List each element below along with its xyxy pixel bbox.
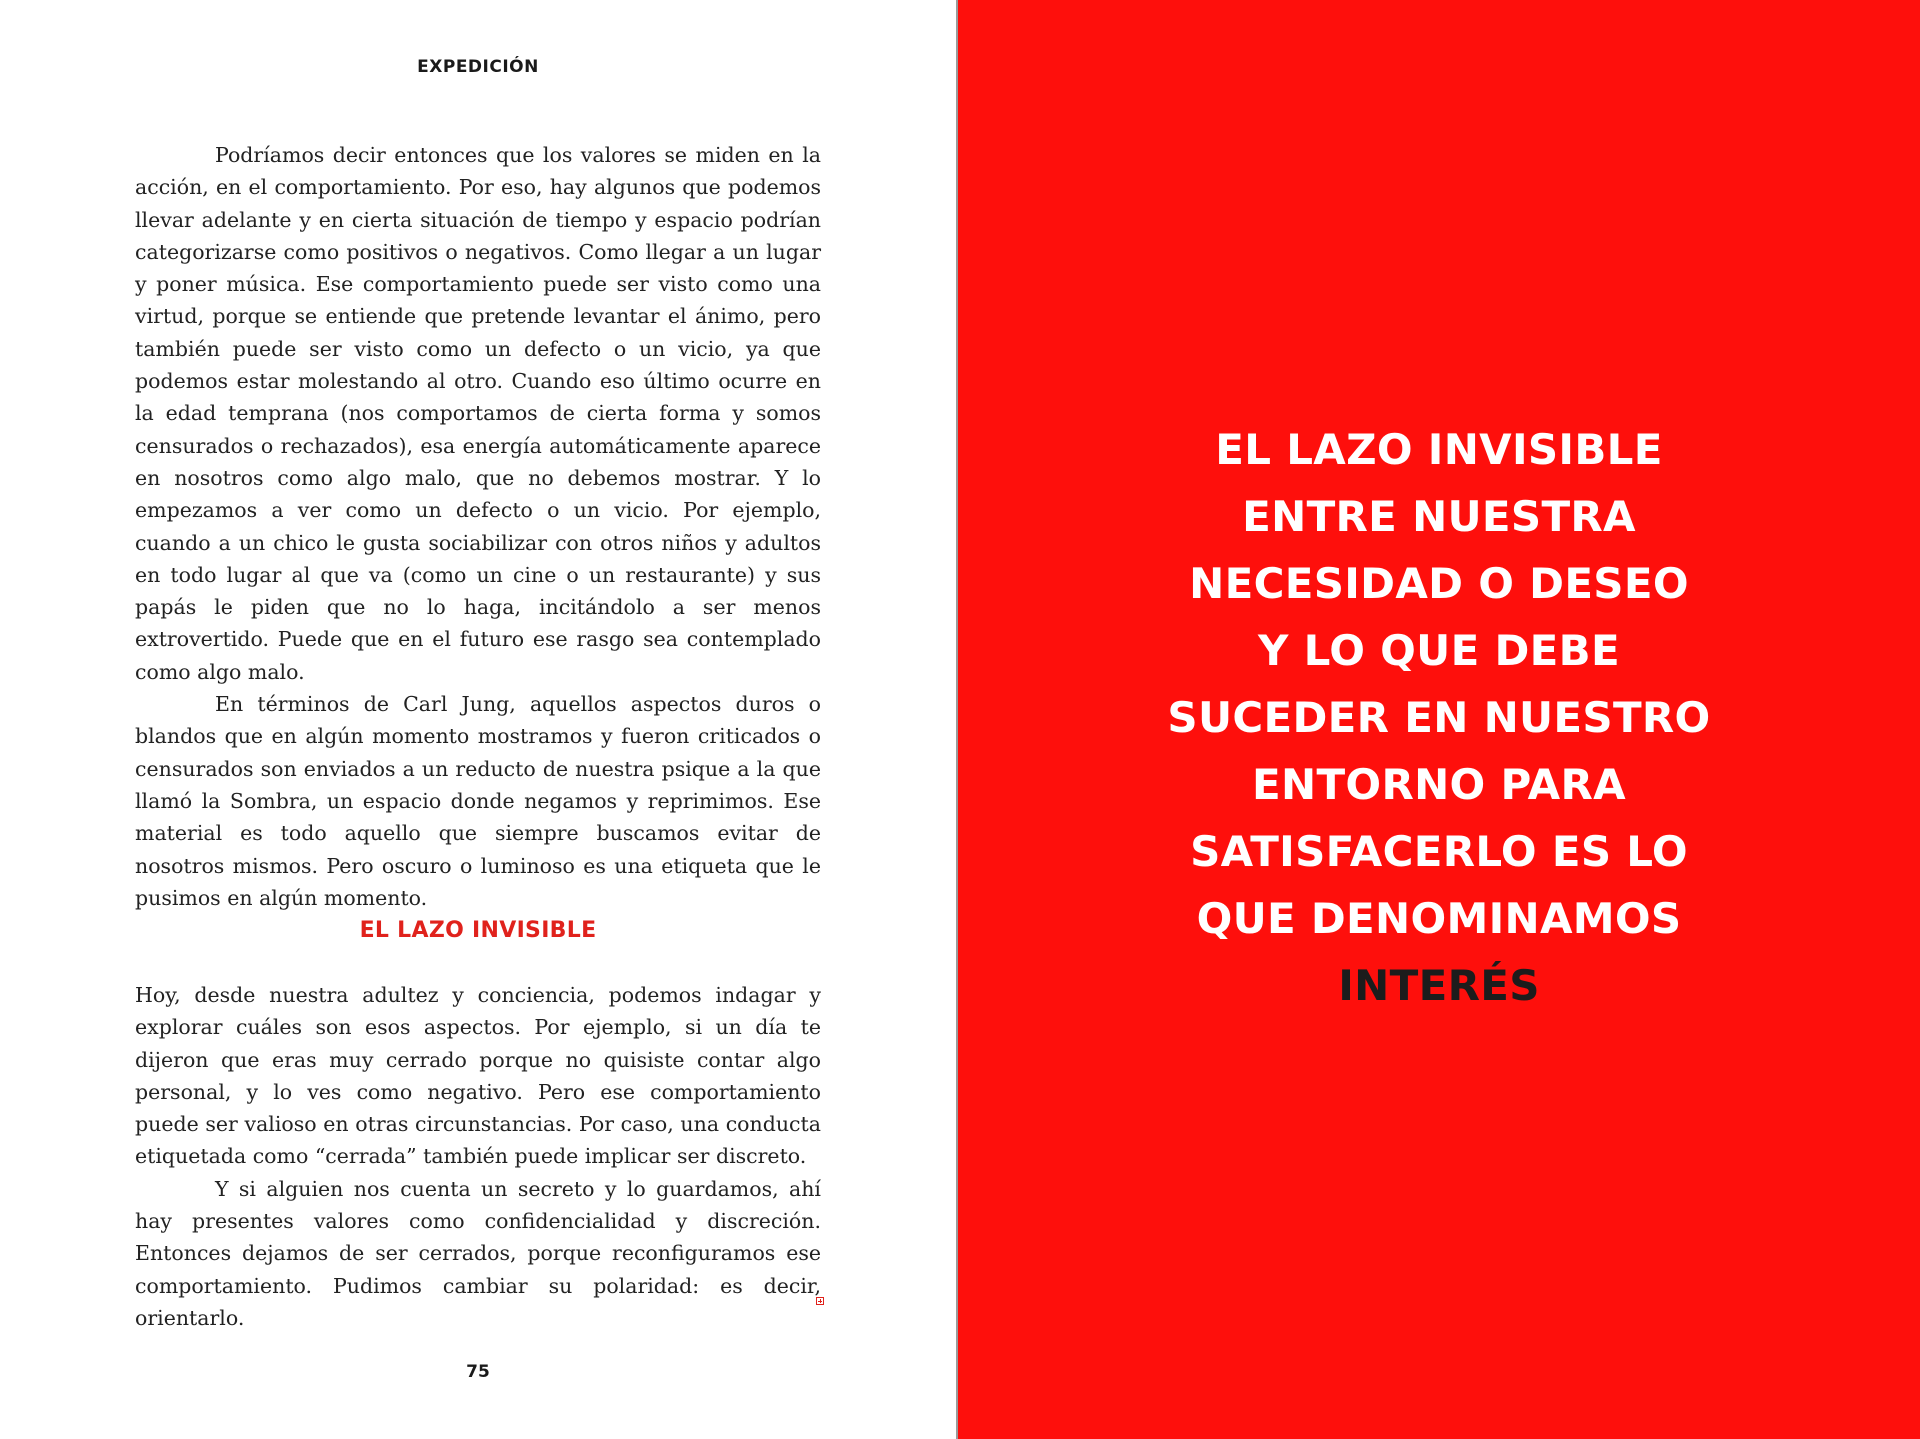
body-text-block-1 <box>135 139 821 914</box>
paragraph: Hoy, desde nuestra adultez y conciencia, podemos indagar y explorar cuáles son esos aspectos. Por ejemplo, si un día te dijeron que eras muy cerrado porque no quisiste contar algo personal, y lo ves como negativo. Pero ese comportamiento puede ser valioso en otras circunstancias. Por caso, una conducta etiquetada como “cerrada” también puede implicar ser discreto. <box>135 983 821 1169</box>
left-page <box>0 0 958 1439</box>
quote-line: ENTRE NUESTRA <box>1242 492 1636 541</box>
quote-line: EL LAZO INVISIBLE <box>1215 425 1663 474</box>
quote-line: Y LO QUE DEBE <box>1258 626 1620 675</box>
paragraph: Y si alguien nos cuenta un secreto y lo guardamos, ahí hay presentes valores como confidencialidad y discreción. Entonces dejamos de ser cerrados, porque reconfiguramos ese comportamiento. Pudimos cambiar su polaridad: es decir, orientarlo. <box>135 1176 821 1330</box>
section-title: EL LAZO INVISIBLE <box>359 918 597 943</box>
quote-line: NECESIDAD O DESEO <box>1189 559 1689 608</box>
end-of-section-icon <box>816 1297 824 1305</box>
body-text-block-2 <box>135 979 821 1334</box>
paragraph: En términos de Carl Jung, aquellos aspectos duros o blandos que en algún momento mostramos y fueron criticados o censurados son enviados a un reducto de nuestra psique a la que llamó la Sombra, un espacio donde negamos y reprimimos. Ese material es todo aquello que siempre buscamos evitar de nosotros mismos. Pero oscuro o luminoso es una etiqueta que le pusimos en algún momento. <box>135 692 821 910</box>
pull-quote <box>958 416 1920 1019</box>
quote-line: SUCEDER EN NUESTRO <box>1167 693 1711 742</box>
quote-line: SATISFACERLO ES LO <box>1190 827 1688 876</box>
quote-line: QUE DENOMINAMOS <box>1196 894 1682 943</box>
paragraph: Podríamos decir entonces que los valores se miden en la acción, en el comportamiento. Por eso, hay algunos que podemos llevar adelante y en cierta situación de tiempo y espacio podrían categorizarse como positivos o negativos. Como llegar a un lugar y poner música. Ese comportamiento puede ser visto como una virtud, porque se entiende que pretende levantar el ánimo, pero también puede ser visto como un defecto o un vicio, ya que podemos estar molestando al otro. Cuando eso último ocurre en la edad temprana (nos comportamos de cierta forma y somos censurados o rechazados), esa energía automáticamente aparece en nosotros como algo malo, que no debemos mostrar. Y lo empezamos a ver como un defecto o un vicio. Por ejemplo, cuando a un chico le gusta sociabilizar con otros niños y adultos en todo lugar al que va (como un cine o un restaurante) y sus papás le piden que no lo haga, incitándolo a ser menos extrovertido. Puede que en el futuro ese rasgo sea contemplado como algo malo. <box>135 143 821 684</box>
quote-line: ENTORNO PARA <box>1252 760 1626 809</box>
page-number: 75 <box>466 1362 490 1382</box>
right-page <box>958 0 1920 1439</box>
quote-emphasis-word: INTERÉS <box>1338 961 1540 1010</box>
running-head: EXPEDICIÓN <box>417 57 539 77</box>
